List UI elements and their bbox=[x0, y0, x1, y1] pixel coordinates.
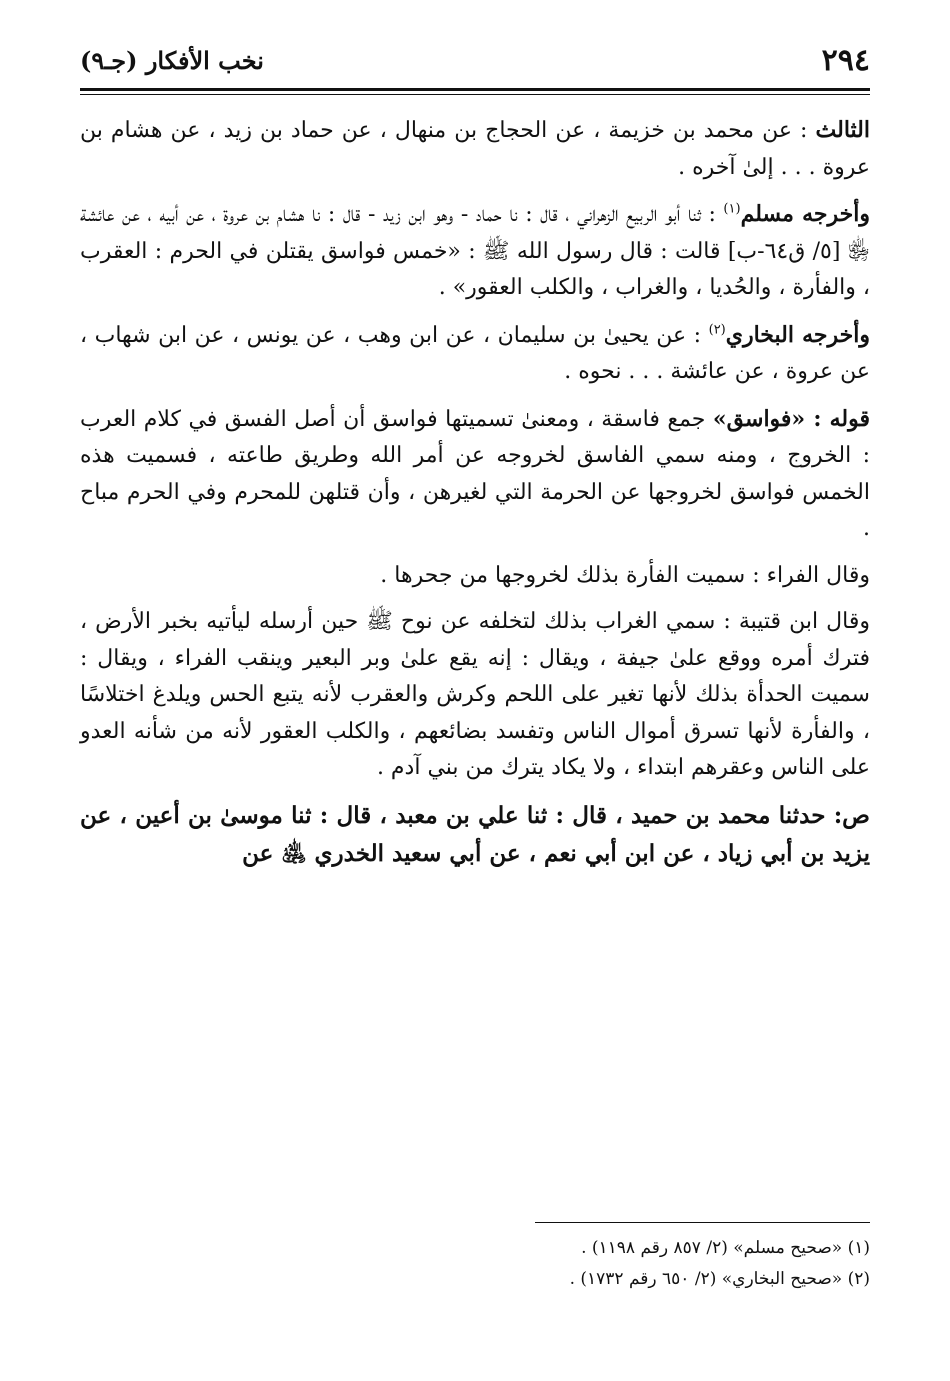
paragraph-text: : عن يحيىٰ بن سليمان ، عن ابن وهب ، عن يونس ، عن ابن شهاب ، عن عروة ، عن عائشة . . . نحوه . bbox=[80, 322, 870, 384]
paragraph-lead: قوله : «فواسق» bbox=[712, 405, 870, 432]
paragraph-lead: وأخرجه البخاري bbox=[725, 321, 871, 348]
paragraph bbox=[80, 604, 870, 787]
main-text bbox=[80, 112, 870, 883]
paragraph-text: وقال الفراء : سميت الفأرة بذلك لخروجها من جحرها . bbox=[380, 562, 870, 588]
footnote: (١) «صحيح مسلم» (٢/ ٨٥٧ رقم ١١٩٨) . bbox=[581, 1238, 870, 1258]
running-title: نخب الأفكار (جـ٩) bbox=[80, 45, 264, 75]
paragraph-lead: الثالث bbox=[815, 117, 870, 143]
paragraph-text: وقال ابن قتيبة : سمي الغراب بذلك لتخلفه عن نوح ﷺ حين أرسله ليأتيه بخبر الأرض ، فترك أمره ووقع علىٰ جيفة ، ويقال : إنه يقع علىٰ وبر البعير وينقب الفراء ، ويقال : سميت الحدأة بذلك لأنها تغير على اللحم وكرش والعقرب لأنه يتبع الحس ويلدغ اختلاسًا ، والفأرة لأنها تسرق أموال الناس وتفسد بضائعهم ، والكلب العقور لأنه من شأنه العدو على الناس وعقرهم ابتداء ، ولا يكاد يترك من بني آدم . bbox=[80, 609, 870, 780]
footnote-rule bbox=[535, 1222, 870, 1223]
paragraph-text: جمع فاسقة ، ومعنىٰ تسميتها فواسق أن أصل الفسق في كلام العرب : الخروج ، ومنه سمي الفاسق لخروجه عن أمر الله وطريق طاعته ، فسميت هذه الخمس فواسق لخروجها عن الحرمة التي لغيرهن ، وأن قتلهن للمحرم وفي الحرم مباح . bbox=[80, 406, 870, 541]
footnote: (٢) «صحيح البخاري» (٢/ ٦٥٠ رقم ١٧٣٢) . bbox=[569, 1269, 870, 1289]
paragraph bbox=[80, 112, 870, 186]
paragraph-lead: وأخرجه مسلم bbox=[740, 201, 870, 227]
footnotes bbox=[80, 1234, 870, 1296]
page-header bbox=[80, 38, 870, 82]
header-rule-thick bbox=[80, 88, 870, 91]
paragraph bbox=[80, 196, 870, 307]
header-rule-thin bbox=[80, 94, 870, 95]
paragraph bbox=[80, 401, 870, 548]
paragraph bbox=[80, 558, 870, 595]
footnote-ref: (٢) bbox=[708, 322, 726, 338]
paragraph-text: : عن محمد بن خزيمة ، عن الحجاج بن منهال ، عن حماد بن زيد ، عن هشام بن عروة . . . إلىٰ آخره . bbox=[80, 118, 870, 180]
page-number: ٢٩٤ bbox=[821, 42, 870, 78]
footnote-ref: (١) bbox=[723, 201, 741, 217]
hadith-block: ص: حدثنا محمد بن حميد ، قال : ثنا علي بن معبد ، قال : ثنا موسىٰ بن أعين ، عن يزيد بن أبي زياد ، عن ابن أبي نعم ، عن أبي سعيد الخدري ﵁ عن bbox=[80, 801, 870, 867]
paragraph-text: : ثنا أبو الربيع الزهراني ، قال : نا حماد - وهو ابن زيد - قال : نا هشام بن عروة ، عن أبيه ، عن عائشة ﵂ [٥/ ق٦٤-ب] قالت : قال رسول الله ﷺ : «خمس فواسق يقتلن في الحرم : العقرب ، والفأرة ، والحُديا ، والغراب ، والكلب العقور» . bbox=[80, 202, 870, 300]
paragraph bbox=[80, 317, 870, 391]
